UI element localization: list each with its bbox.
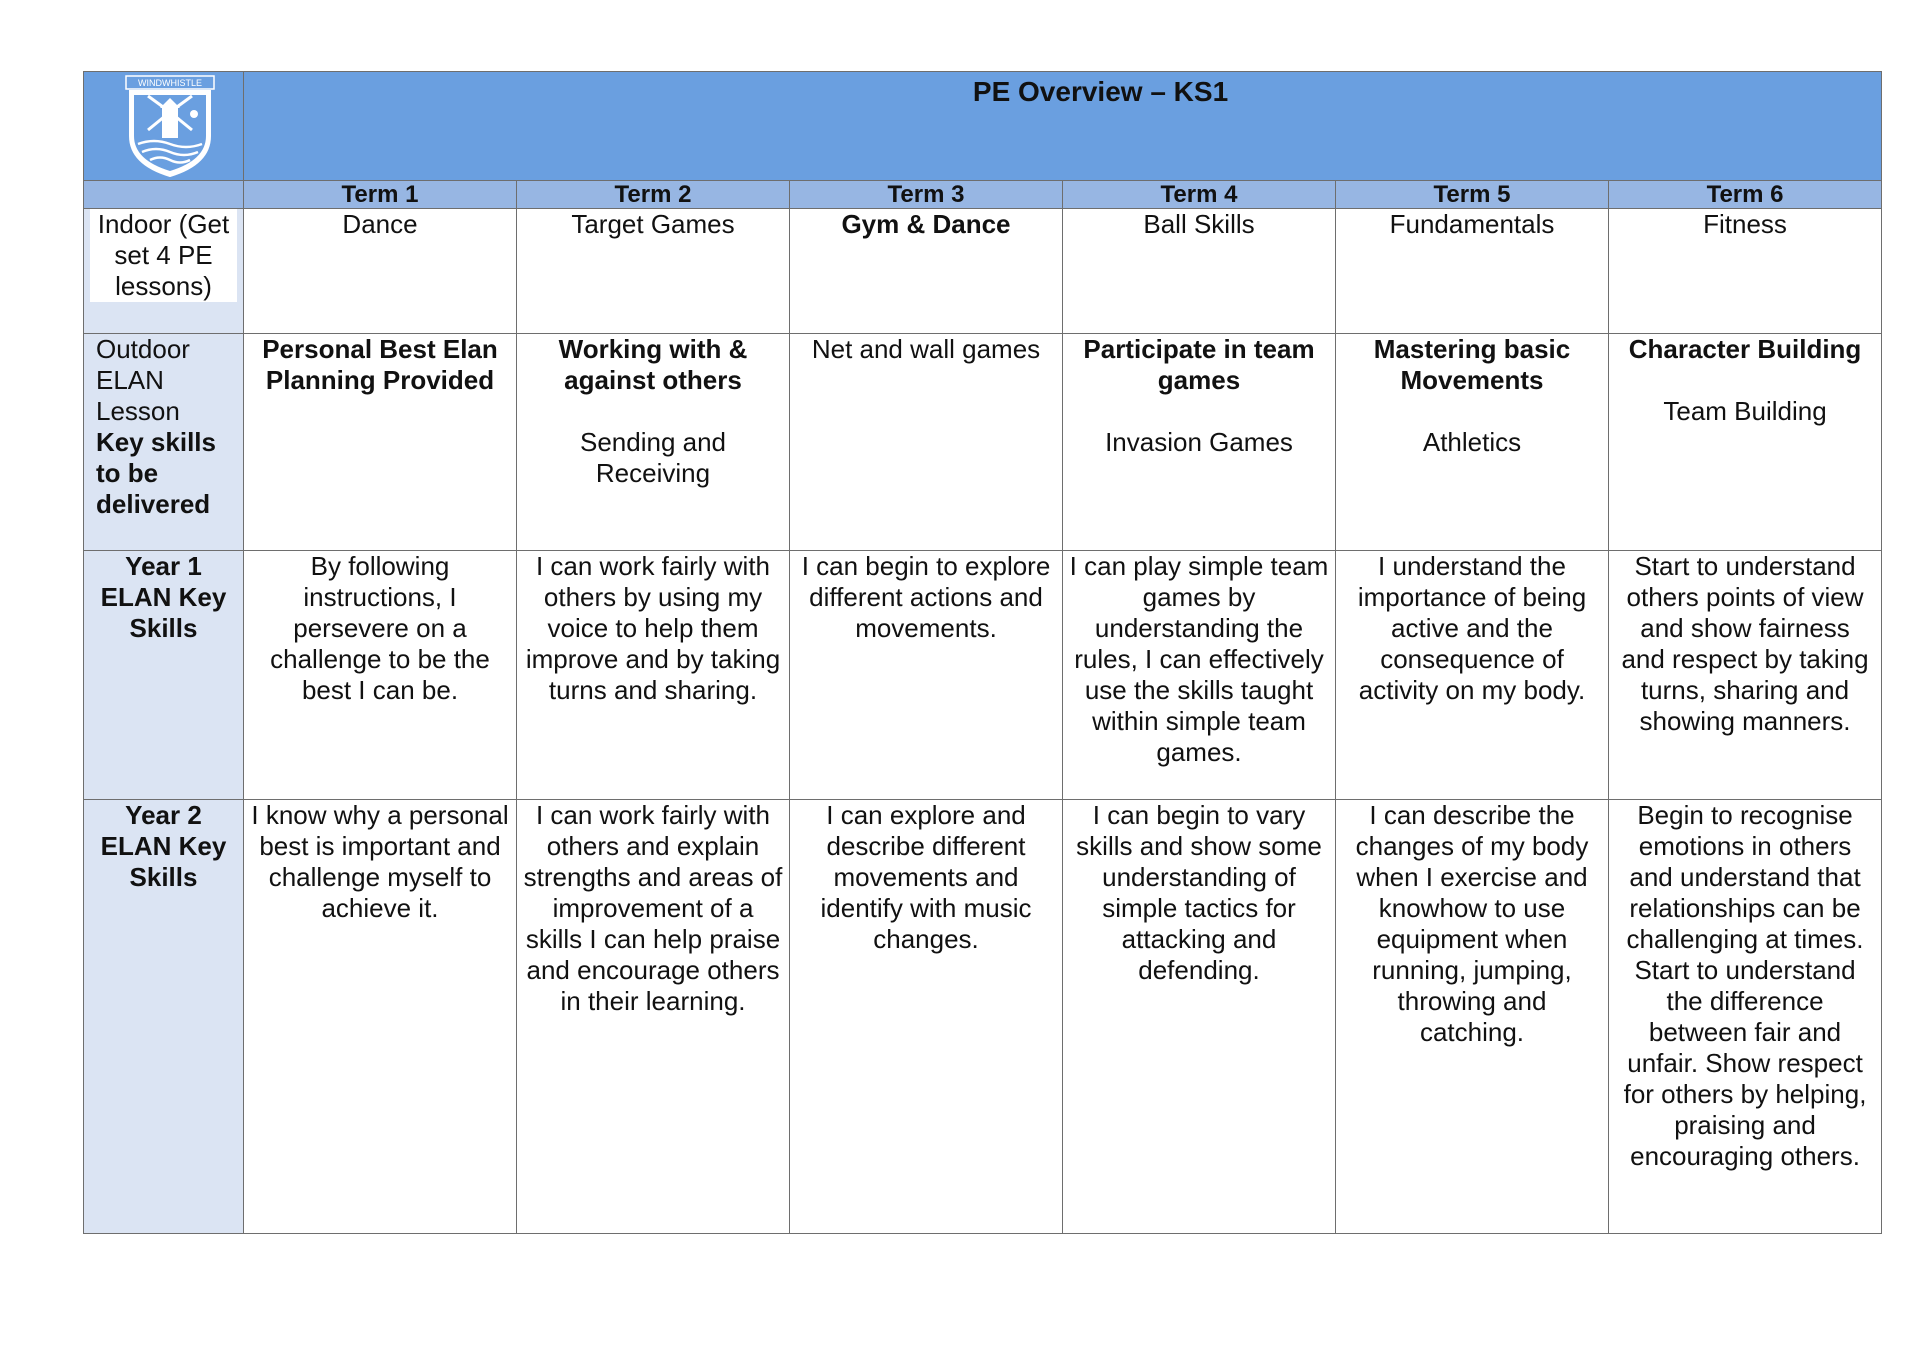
year1-label: Year 1 ELAN Key Skills [84,551,244,800]
title-cell [244,72,1882,181]
year2-term-4: I can begin to vary skills and show some understanding of simple tactics for attacking and defending. [1063,800,1336,1234]
outdoor-term-6-activity: Team Building [1663,396,1827,426]
outdoor-term-5-focus: Mastering basic Movements [1373,334,1571,395]
outdoor-term-3-activity: Net and wall games [811,334,1041,364]
year2-label: Year 2 ELAN Key Skills [84,800,244,1234]
outdoor-label: Outdoor ELAN Lesson [96,334,190,426]
outdoor-term-3 [790,334,1063,551]
outdoor-term-4-focus: Participate in team games [1083,334,1315,395]
outdoor-row [84,334,1882,551]
outdoor-term-6-focus: Character Building [1628,334,1862,364]
indoor-label: Indoor (Get set 4 PE lessons) [90,209,237,302]
year2-row [84,800,1882,1234]
pe-overview-sheet [83,71,1881,1234]
indoor-term-1: Dance [244,209,517,334]
outdoor-term-2-focus: Working with & against others [558,334,748,395]
term-header-row [84,181,1882,209]
outdoor-term-2-activity: Sending and Receiving [579,427,727,488]
year1-term-6: Start to understand others points of view and show fairness and respect by taking turns, sharing and showing manners. [1609,551,1882,800]
term-header-1: Term 1 [244,181,517,209]
school-crest-icon [122,74,218,178]
outdoor-term-4 [1063,334,1336,551]
year1-term-5: I understand the importance of being active and the consequence of activity on my body. [1336,551,1609,800]
logo-cell [84,72,244,181]
term-header-4: Term 4 [1063,181,1336,209]
outdoor-term-6 [1609,334,1882,551]
year1-term-1: By following instructions, I persevere on a challenge to be the best I can be. [244,551,517,800]
term-header-6: Term 6 [1609,181,1882,209]
indoor-row [84,209,1882,334]
indoor-term-5: Fundamentals [1336,209,1609,334]
outdoor-term-5 [1336,334,1609,551]
year1-term-2: I can work fairly with others by using my voice to help them improve and by taking turns and sharing. [517,551,790,800]
indoor-label-cell [84,209,244,334]
term-header-5: Term 5 [1336,181,1609,209]
outdoor-term-5-activity: Athletics [1422,427,1522,457]
year2-term-2: I can work fairly with others and explain strengths and areas of improvement of a skills I can help praise and encourage others in their learning. [517,800,790,1234]
indoor-term-3: Gym & Dance [790,209,1063,334]
year1-term-3: I can begin to explore different actions and movements. [790,551,1063,800]
outdoor-term-1 [244,334,517,551]
year2-term-6: Begin to recognise emotions in others and understand that relationships can be challenging at times. Start to understand the difference between fair and unfair. Show respect for others by helping, praising and encouraging others. [1609,800,1882,1234]
indoor-term-2: Target Games [517,209,790,334]
outdoor-term-1-focus: Personal Best Elan Planning Provided [262,334,498,395]
outdoor-key-skills-label: Key skills to be delivered [96,427,216,519]
term-header-2: Term 2 [517,181,790,209]
logo-text: WINDWHISTLE [138,78,202,88]
outdoor-term-4-activity: Invasion Games [1105,427,1293,457]
year2-term-3: I can explore and describe different movements and identify with music changes. [790,800,1063,1234]
year1-row [84,551,1882,800]
pe-overview-table [83,71,1882,1234]
outdoor-label-cell [84,334,244,551]
term-header-blank [84,181,244,209]
year2-term-1: I know why a personal best is important and challenge myself to achieve it. [244,800,517,1234]
indoor-term-4: Ball Skills [1063,209,1336,334]
year1-term-4: I can play simple team games by understanding the rules, I can effectively use the skills taught within simple team games. [1063,551,1336,800]
year2-term-5: I can describe the changes of my body when I exercise and knowhow to use equipment when running, jumping, throwing and catching. [1336,800,1609,1234]
page-title: PE Overview – KS1 [972,76,1229,107]
indoor-term-6: Fitness [1609,209,1882,334]
banner-row [84,72,1882,181]
outdoor-term-2 [517,334,790,551]
term-header-3: Term 3 [790,181,1063,209]
